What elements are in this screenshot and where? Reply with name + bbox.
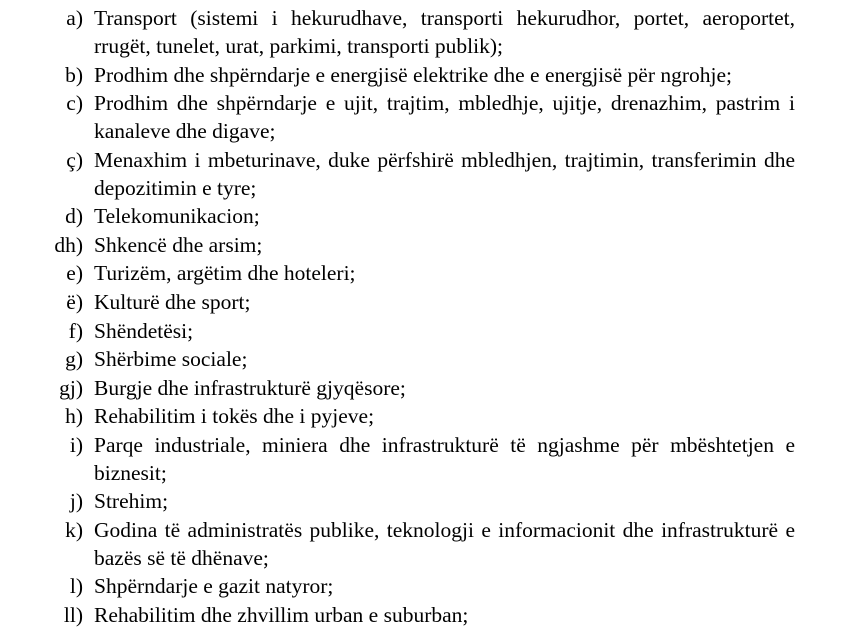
- list-item-marker: c): [66, 91, 83, 116]
- list-item: [48, 601, 795, 629]
- list-item: [48, 231, 795, 259]
- list-item-text: Burgje dhe infrastrukturë gjyqësore;: [94, 375, 406, 400]
- list-item-text: Prodhim dhe shpërndarje e ujit, trajtim, mbledhje, ujitje, drenazhim, pastrim i kanaleve dhe digave;: [94, 91, 795, 144]
- list-item-text: Turizëm, argëtim dhe hoteleri;: [94, 261, 356, 286]
- list-item-text: Shëndetësi;: [94, 318, 194, 343]
- list-item-marker: ë): [66, 289, 83, 314]
- list-item: [48, 402, 795, 430]
- list-item: [48, 61, 795, 89]
- list-item-text: Prodhim dhe shpërndarje e energjisë elektrike dhe e energjisë për ngrohje;: [94, 62, 733, 87]
- list-item-text: Godina të administratës publike, teknologji e informacionit dhe infrastrukturë e bazës së të dhënave;: [94, 517, 795, 570]
- list-item-text: Transport (sistemi i hekurudhave, transporti hekurudhor, portet, aeroportet, rrugët, tunelet, urat, parkimi, transporti publik);: [94, 6, 795, 59]
- list-item: [48, 288, 795, 316]
- list-item-marker: ll): [63, 602, 83, 627]
- list-item-text: Shërbime sociale;: [94, 347, 248, 372]
- list-item-text: Rehabilitim dhe zhvillim urban e suburban;: [94, 602, 469, 627]
- list-item: [48, 345, 795, 373]
- list-item-marker: e): [66, 261, 83, 286]
- list-item-text: Shpërndarje e gazit natyror;: [94, 574, 334, 599]
- list-item: [48, 89, 795, 145]
- list-item: [48, 431, 795, 487]
- list-item: [48, 317, 795, 345]
- list-item: [48, 374, 795, 402]
- list-item-text: Kulturë dhe sport;: [94, 289, 251, 314]
- list-item: [48, 259, 795, 287]
- list-item: [48, 487, 795, 515]
- list-item-marker: d): [65, 204, 83, 229]
- list-item: [48, 146, 795, 202]
- list-item-text: Strehim;: [94, 489, 169, 514]
- list-item-marker: k): [65, 517, 83, 542]
- list-item-text: Menaxhim i mbeturinave, duke përfshirë mbledhjen, trajtimin, transferimin dhe depozitimin e tyre;: [94, 147, 795, 200]
- list-item-marker: j): [69, 489, 83, 514]
- list-item-marker: gj): [59, 375, 83, 400]
- list-item-marker: i): [69, 432, 83, 457]
- list-item-marker: g): [65, 347, 83, 372]
- list-item-marker: b): [65, 62, 83, 87]
- list-item-marker: ç): [66, 147, 83, 172]
- list-item-text: Parqe industriale, miniera dhe infrastrukturë të ngjashme për mbështetjen e biznesit;: [94, 432, 795, 485]
- list-item-marker: l): [69, 574, 83, 599]
- list-item: [48, 4, 795, 60]
- list-item-text: Telekomunikacion;: [94, 204, 260, 229]
- list-item: [48, 572, 795, 600]
- list-item-text: Shkencë dhe arsim;: [94, 232, 263, 257]
- list-item-marker: dh): [54, 232, 83, 257]
- list-item: [48, 202, 795, 230]
- list-item-marker: a): [66, 6, 83, 30]
- list-item: [48, 516, 795, 572]
- list-item-marker: h): [65, 404, 83, 429]
- list-item-marker: f): [68, 318, 83, 343]
- list-item-text: Rehabilitim i tokës dhe i pyjeve;: [94, 404, 375, 429]
